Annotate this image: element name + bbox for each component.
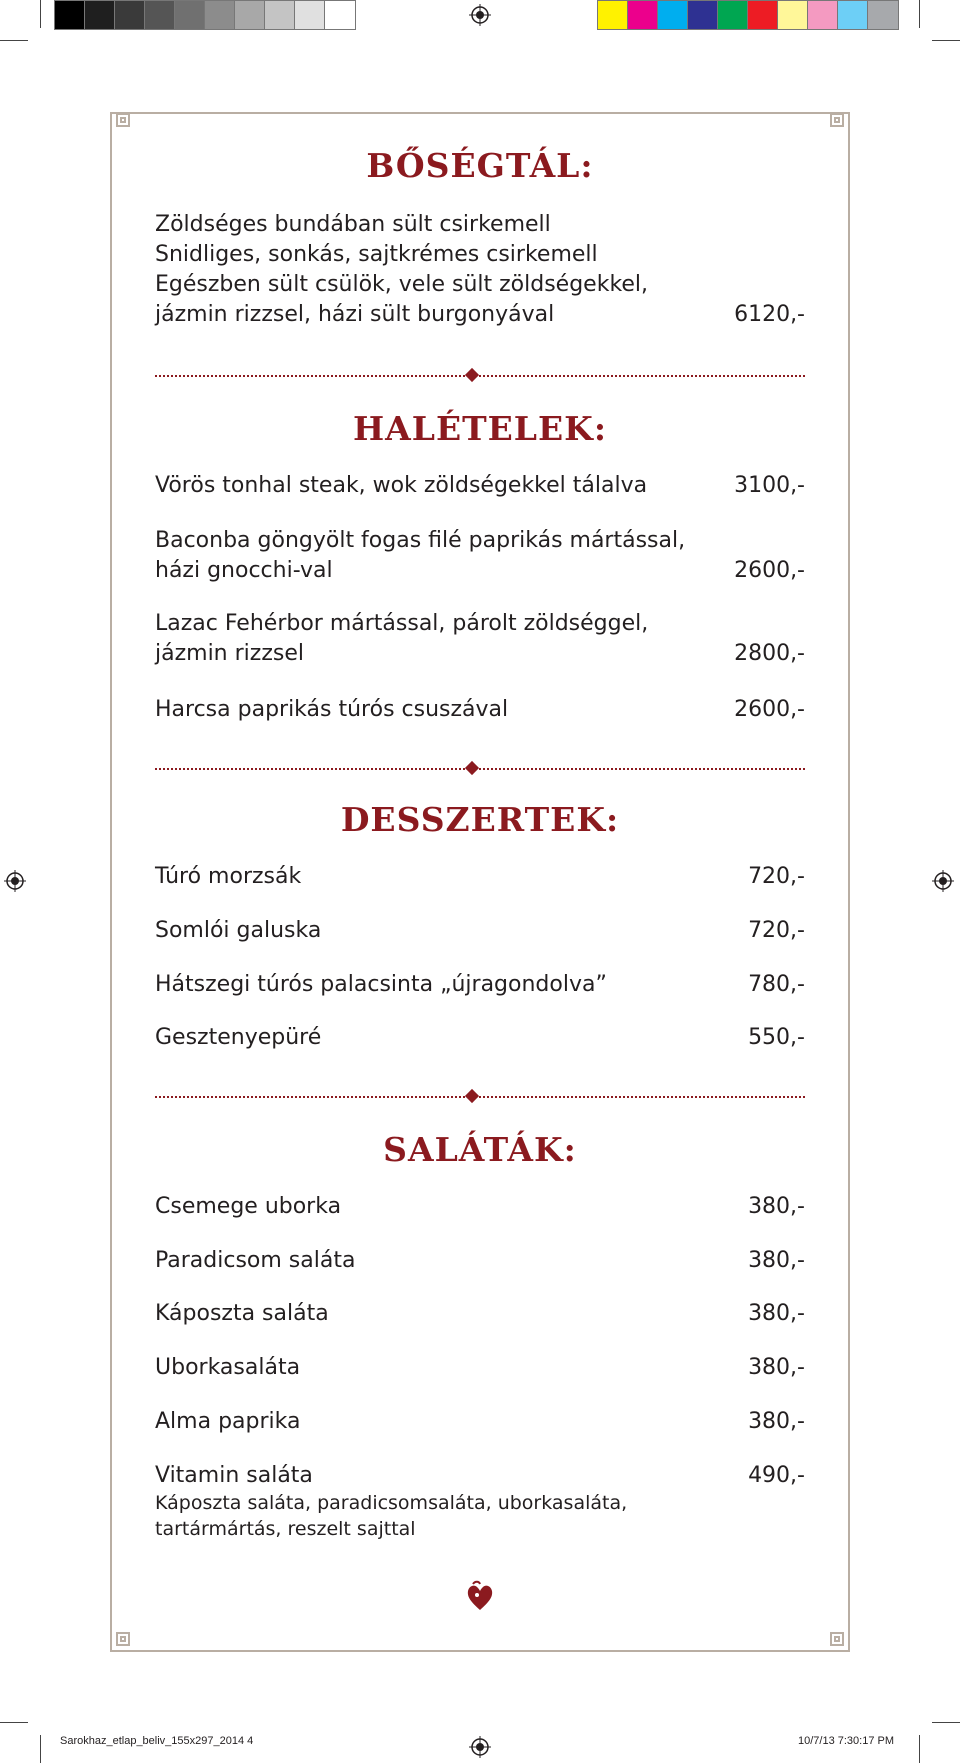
item-name: Lazac Fehérbor mártással, párolt zöldséggel, jázmin rizzsel	[155, 611, 649, 666]
color-swatch-strip	[597, 0, 899, 30]
frame-corner-ornament	[116, 113, 130, 127]
menu-item	[155, 970, 805, 1000]
crop-mark	[932, 1722, 960, 1723]
color-swatch	[145, 1, 175, 29]
menu-item	[155, 1407, 805, 1437]
item-price: 2800,-	[734, 641, 805, 666]
color-swatch	[598, 1, 628, 29]
item-price: 380,-	[748, 1409, 805, 1434]
color-swatch	[628, 1, 658, 29]
crop-mark	[40, 0, 41, 28]
slug-timestamp: 10/7/13 7:30:17 PM	[798, 1735, 895, 1747]
section-title-haletelek: HALÉTELEK:	[352, 409, 608, 448]
frame-corner-ornament	[116, 1632, 130, 1646]
menu-item	[155, 1246, 805, 1276]
color-swatch	[295, 1, 325, 29]
registration-mark-icon	[4, 870, 26, 892]
menu-item	[155, 526, 805, 586]
item-price: 550,-	[748, 1025, 805, 1050]
menu-item	[155, 1461, 805, 1491]
item-price: 380,-	[748, 1301, 805, 1326]
crop-mark	[919, 0, 920, 28]
color-swatch	[175, 1, 205, 29]
crop-mark	[932, 40, 960, 41]
item-price: 720,-	[748, 864, 805, 889]
section-title-bosegtal: BŐSÉGTÁL:	[366, 146, 594, 185]
item-name: Vitamin saláta	[155, 1463, 313, 1488]
color-swatch	[325, 1, 355, 29]
item-price: 3100,-	[734, 473, 805, 498]
item-price: 6120,-	[734, 302, 805, 327]
color-swatch	[748, 1, 778, 29]
item-price: 380,-	[748, 1355, 805, 1380]
heart-flourish-icon	[465, 1580, 495, 1612]
item-name: Hátszegi túrós palacsinta „újragondolva”	[155, 972, 607, 997]
item-description: Káposzta saláta, paradicsomsaláta, uborkasaláta, tartármártás, reszelt sajttal	[155, 1492, 628, 1540]
menu-item	[155, 1353, 805, 1383]
registration-mark-icon	[469, 1736, 491, 1758]
color-swatch	[778, 1, 808, 29]
item-name: Somlói galuska	[155, 918, 322, 943]
color-swatch	[115, 1, 145, 29]
item-price: 490,-	[748, 1463, 805, 1488]
registration-mark-icon	[932, 870, 954, 892]
item-price: 780,-	[748, 972, 805, 997]
crop-mark	[919, 1735, 920, 1763]
menu-item	[155, 862, 805, 892]
item-price: 2600,-	[734, 558, 805, 583]
menu-item	[155, 210, 805, 330]
slug-file-info: Sarokhaz_etlap_beliv_155x297_2014 4	[60, 1735, 254, 1747]
section-divider	[155, 762, 805, 776]
section-divider	[155, 1090, 805, 1104]
section-title-salatak: SALÁTÁK:	[383, 1130, 577, 1169]
color-swatch	[85, 1, 115, 29]
item-name: Vörös tonhal steak, wok zöldségekkel tálalva	[155, 473, 648, 498]
item-name: Csemege uborka	[155, 1194, 342, 1219]
item-name: Alma paprika	[155, 1409, 301, 1434]
item-name: Gesztenyepüré	[155, 1025, 322, 1050]
frame-corner-ornament	[830, 1632, 844, 1646]
section-title-desszertek: DESSZERTEK:	[340, 800, 620, 839]
item-name: Paradicsom saláta	[155, 1248, 356, 1273]
item-price: 380,-	[748, 1248, 805, 1273]
color-swatch	[235, 1, 265, 29]
registration-mark-icon	[469, 4, 491, 26]
color-swatch	[658, 1, 688, 29]
crop-mark	[0, 1722, 28, 1723]
item-name: Túró morzsák	[155, 864, 302, 889]
color-swatch	[808, 1, 838, 29]
item-name: Káposzta saláta	[155, 1301, 329, 1326]
color-swatch	[55, 1, 85, 29]
menu-item	[155, 609, 805, 669]
crop-mark	[0, 40, 28, 41]
item-price: 380,-	[748, 1194, 805, 1219]
menu-item	[155, 695, 805, 725]
color-swatch	[868, 1, 898, 29]
item-name: Harcsa paprikás túrós csuszával	[155, 697, 509, 722]
color-swatch	[205, 1, 235, 29]
item-price: 2600,-	[734, 697, 805, 722]
menu-item	[155, 916, 805, 946]
item-name: Uborkasaláta	[155, 1355, 301, 1380]
section-divider	[155, 369, 805, 383]
frame-corner-ornament	[830, 113, 844, 127]
color-swatch	[265, 1, 295, 29]
item-price: 720,-	[748, 918, 805, 943]
menu-item	[155, 1299, 805, 1329]
crop-mark	[40, 1735, 41, 1763]
gray-swatch-strip	[54, 0, 356, 30]
color-swatch	[718, 1, 748, 29]
menu-item	[155, 471, 805, 501]
color-swatch	[688, 1, 718, 29]
item-name: Baconba göngyölt fogas filé paprikás mártással, házi gnocchi-val	[155, 528, 686, 583]
menu-item	[155, 1192, 805, 1222]
item-name: Zöldséges bundában sült csirkemell Snidliges, sonkás, sajtkrémes csirkemell Egészben sült csülök, vele sült zöldségekkel, jázmin rizzsel, házi sült burgonyával	[155, 212, 649, 327]
menu-item	[155, 1023, 805, 1053]
color-swatch	[838, 1, 868, 29]
